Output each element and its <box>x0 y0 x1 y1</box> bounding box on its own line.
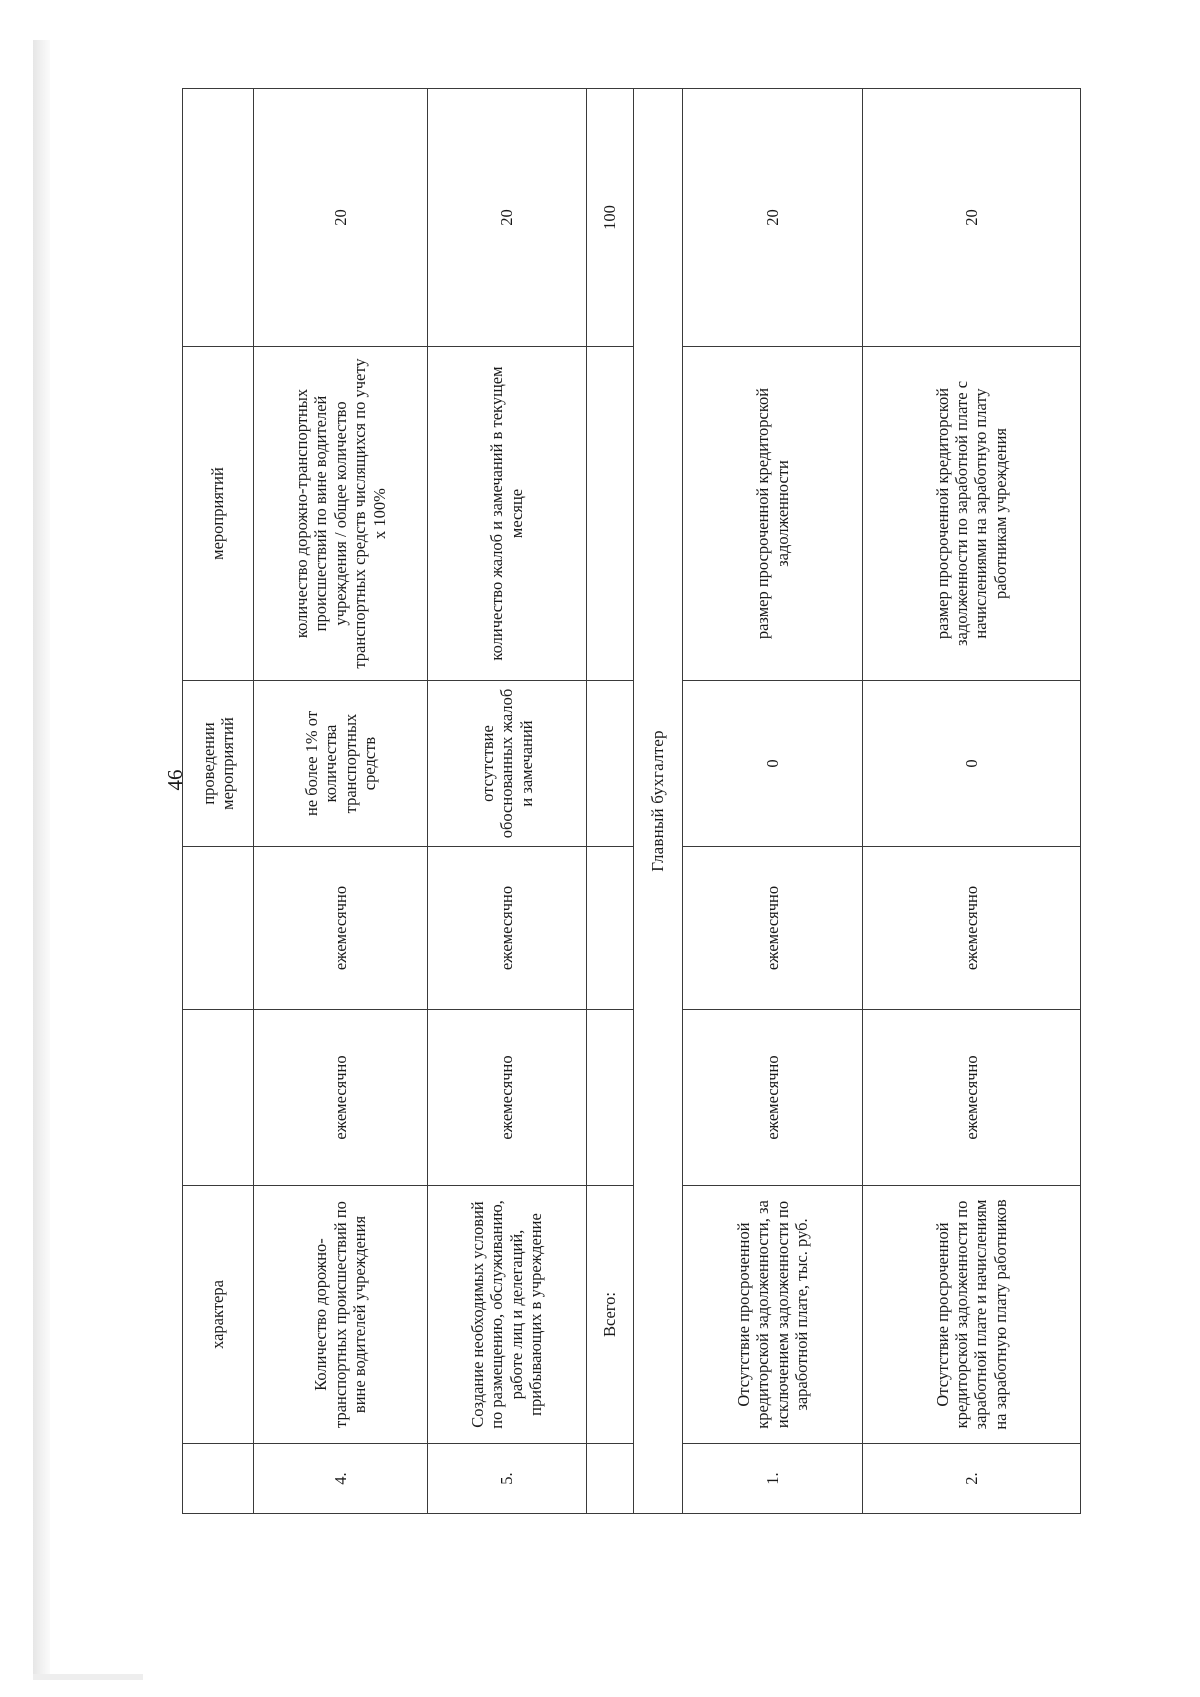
total-row <box>587 89 634 1514</box>
period-a: ежемесячно <box>254 1010 428 1186</box>
criterion-name: Отсутствие просроченной кредиторской задолженности по заработной плате и начислениям на заработную плату работников <box>862 1186 1080 1444</box>
points: 20 <box>254 89 428 347</box>
table-row <box>862 89 1080 1514</box>
scan-shadow-bottom <box>33 1674 143 1680</box>
period-a: ежемесячно <box>683 1010 863 1186</box>
row-number: 2. <box>862 1444 1080 1514</box>
formula: количество жалоб и замечаний в текущем месяце <box>427 347 586 681</box>
total-empty-cell <box>587 1010 634 1186</box>
row-number: 1. <box>683 1444 863 1514</box>
formula: количество дорожно-транспортных происшествий по вине водителей учреждения / общее количество транспортных средств числящихся по учету х 100% <box>254 347 428 681</box>
header-points-cell <box>183 89 254 347</box>
total-label: Всего: <box>587 1186 634 1444</box>
total-empty-cell <box>587 681 634 847</box>
period-a: ежемесячно <box>427 1010 586 1186</box>
target-value: 0 <box>683 681 863 847</box>
table-row <box>683 89 863 1514</box>
total-empty-cell <box>587 847 634 1010</box>
target-value: не более 1% от количества транспортных средств <box>254 681 428 847</box>
period-b: ежемесячно <box>862 847 1080 1010</box>
total-empty-cell <box>587 1444 634 1514</box>
scan-shadow <box>33 40 50 1680</box>
header-row <box>183 89 254 1514</box>
header-deadline-cell: проведении мероприятий <box>183 681 254 847</box>
table-row <box>427 89 586 1514</box>
section-title: Главный бухгалтер <box>633 89 683 1514</box>
header-num-cell <box>183 1444 254 1514</box>
formula: размер просроченной кредиторской задолженности по заработной плате с начислениями на заработную плату работникам учреждения <box>862 347 1080 681</box>
criteria-table <box>182 88 1081 1514</box>
header-period-a-cell <box>183 1010 254 1186</box>
criterion-name: Создание необходимых условий по размещению, обслуживанию, работе лиц и делегаций, прибывающих в учреждение <box>427 1186 586 1444</box>
row-number: 4. <box>254 1444 428 1514</box>
header-name-cell: характера <box>183 1186 254 1444</box>
criterion-name: Отсутствие просроченной кредиторской задолженности, за исключением задолженности по заработной плате, тыс. руб. <box>683 1186 863 1444</box>
section-row <box>633 89 683 1514</box>
total-empty-cell <box>587 347 634 681</box>
total-value: 100 <box>587 89 634 347</box>
points: 20 <box>683 89 863 347</box>
points: 20 <box>427 89 586 347</box>
points: 20 <box>862 89 1080 347</box>
header-formula-cell: мероприятий <box>183 347 254 681</box>
rotated-table <box>182 89 1081 1514</box>
period-b: ежемесячно <box>427 847 586 1010</box>
row-number: 5. <box>427 1444 586 1514</box>
period-b: ежемесячно <box>254 847 428 1010</box>
formula: размер просроченной кредиторской задолженности <box>683 347 863 681</box>
header-period-b-cell <box>183 847 254 1010</box>
period-a: ежемесячно <box>862 1010 1080 1186</box>
criterion-name: Количество дорожно-транспортных происшествий по вине водителей учреждения <box>254 1186 428 1444</box>
period-b: ежемесячно <box>683 847 863 1010</box>
target-value: 0 <box>862 681 1080 847</box>
table-row <box>254 89 428 1514</box>
page-number: 46 <box>163 769 187 791</box>
target-value: отсутствие обоснованных жалоб и замечаний <box>427 681 586 847</box>
